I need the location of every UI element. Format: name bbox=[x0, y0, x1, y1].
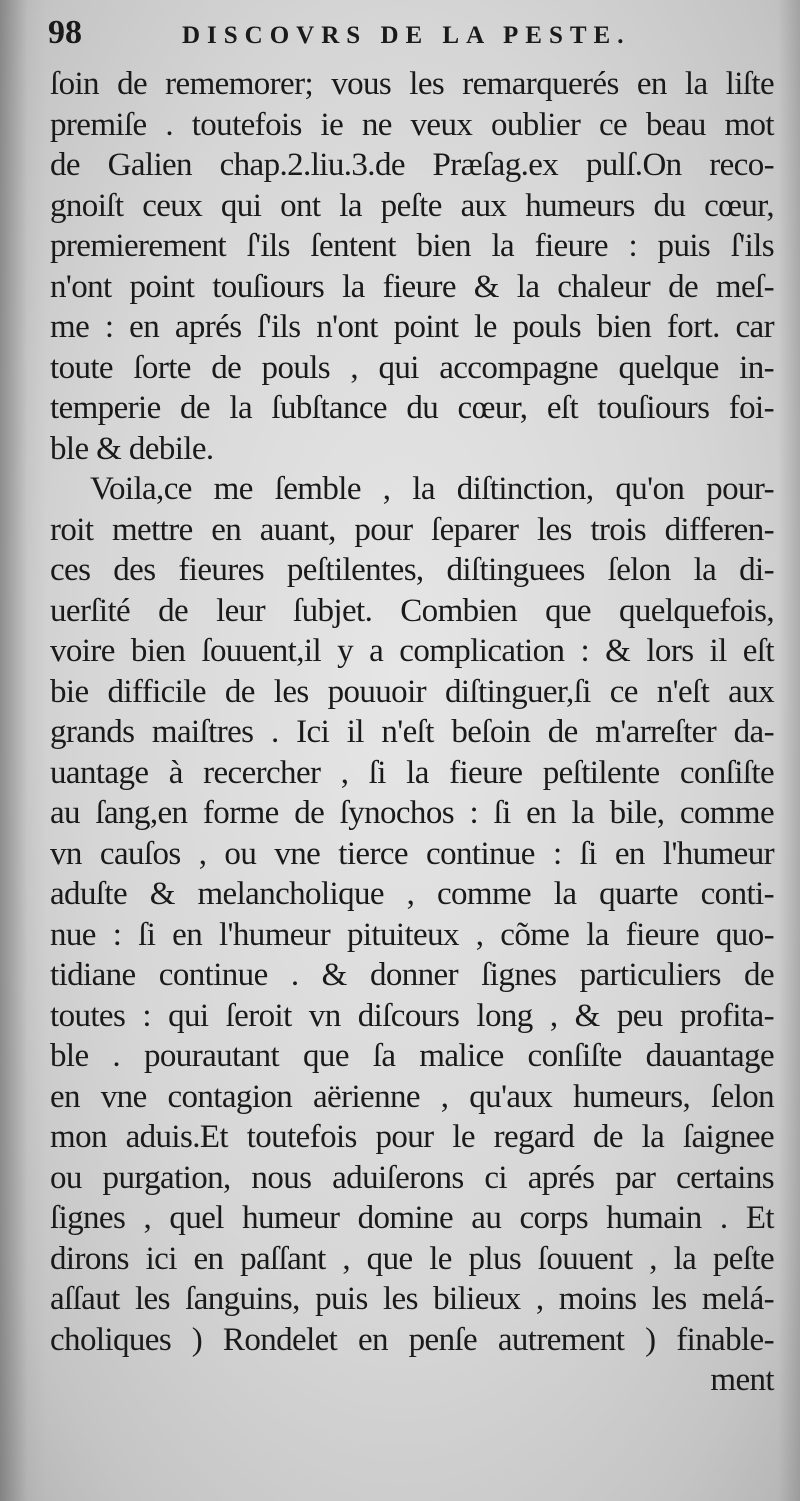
page-header bbox=[46, 14, 770, 58]
text-line: dirons ici en paſſant , que le plus ſouuent , la peſte bbox=[50, 1240, 774, 1277]
text-line: vn cauſos , ou vne tierce continue : ſi en l'humeur bbox=[50, 835, 774, 872]
text-line: n'ont point touſiours la fieure & la chaleur de meſ- bbox=[50, 268, 774, 305]
text-line: aſſaut les ſanguins, puis les bilieux , moins les melá- bbox=[50, 1281, 774, 1317]
text-line: voire bien ſouuent,il y a complication : & lors il eſt bbox=[50, 633, 774, 669]
text-line: ou purgation, nous aduiſerons ci aprés par certains bbox=[50, 1159, 774, 1196]
text-line: Voila,ce me ſemble , la diſtinction, qu'on pour- bbox=[90, 471, 774, 507]
page-number: 98 bbox=[48, 14, 82, 51]
text-line: de Galien chap.2.liu.3.de Præſag.ex pulſ.On reco- bbox=[50, 147, 774, 183]
text-line: au ſang,en forme de ſynochos : ſi en la bile, comme bbox=[50, 795, 774, 831]
text-line: choliques ) Rondelet en penſe autrement ) finable- bbox=[50, 1321, 774, 1358]
text-line: nue : ſi en l'humeur pituiteux , cõme la fieure quo- bbox=[50, 916, 774, 953]
text-line: temperie de la ſubſtance du cœur, eſt touſiours foi- bbox=[50, 390, 774, 426]
text-line: ble & debile. bbox=[50, 430, 214, 467]
running-title: DISCOVRS DE LA PESTE. bbox=[182, 22, 631, 49]
text-line: aduſte & melancholique , comme la quarte conti- bbox=[50, 876, 774, 912]
gutter-shadow bbox=[0, 0, 46, 1501]
text-line: gnoiſt ceux qui ont la peſte aux humeurs du cœur, bbox=[50, 187, 774, 224]
text-line: me : en aprés ſ'ils n'ont point le pouls bien fort. car bbox=[50, 309, 774, 345]
text-line: uantage à recercher , ſi la fieure peſtilente conſiſte bbox=[50, 754, 774, 791]
text-line: en vne contagion aërienne , qu'aux humeurs, ſelon bbox=[50, 1078, 774, 1115]
text-line: toutes : qui ſeroit vn diſcours long , & peu profita- bbox=[50, 997, 774, 1034]
text-line: bie difficile de les pouuoir diſtinguer,ſi ce n'eſt aux bbox=[50, 673, 774, 710]
text-line: ble . pourautant que ſa malice conſiſte dauantage bbox=[50, 1038, 774, 1074]
body-text bbox=[50, 64, 774, 1401]
text-line: grands maiſtres . Ici il n'eſt beſoin de m'arreſter da- bbox=[50, 714, 774, 750]
text-line: roit mettre en auant, pour ſeparer les trois differen- bbox=[50, 511, 774, 548]
text-line: ces des fieures peſtilentes, diſtinguees ſelon la di- bbox=[50, 552, 774, 588]
catchword: ment bbox=[710, 1362, 774, 1398]
text-line: ſoin de rememorer; vous les remarquerés en la liſte bbox=[50, 66, 774, 102]
text-line: premiſe . toutefois ie ne veux oublier ce beau mot bbox=[50, 106, 774, 143]
text-line: ſignes , quel humeur domine au corps humain . Et bbox=[50, 1200, 774, 1236]
text-line: toute ſorte de pouls , qui accompagne quelque in- bbox=[50, 349, 774, 386]
text-line: tidiane continue . & donner ſignes particuliers de bbox=[50, 957, 774, 993]
text-line: mon aduis.Et toutefois pour le regard de la ſaignee bbox=[50, 1119, 774, 1155]
page-edge-shadow bbox=[778, 0, 800, 1501]
text-line: uerſité de leur ſubjet. Combien que quelquefois, bbox=[50, 592, 774, 629]
text-line: premierement ſ'ils ſentent bien la fieure : puis ſ'ils bbox=[50, 228, 774, 264]
